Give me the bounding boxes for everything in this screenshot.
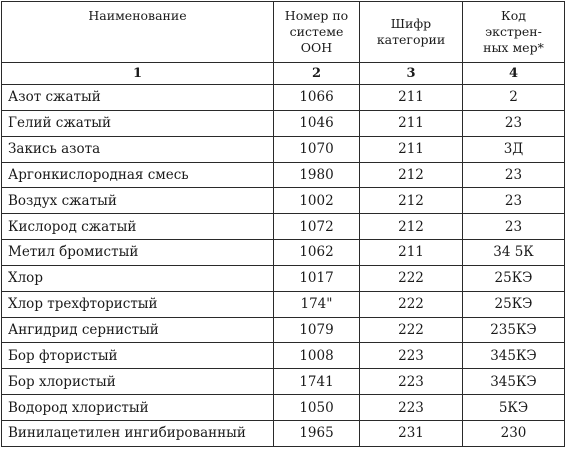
cell-emergency-code: 230 xyxy=(463,420,565,446)
table-row xyxy=(2,110,565,136)
cell-emergency-code: 23 xyxy=(463,188,565,214)
header-row xyxy=(2,2,565,63)
table-row xyxy=(2,265,565,291)
cell-un-number: 1066 xyxy=(274,85,360,111)
cell-un-number: 1008 xyxy=(274,343,360,369)
cell-category: 222 xyxy=(360,291,463,317)
cell-name: Бор хлористый xyxy=(2,369,274,395)
column-number: 1 xyxy=(2,63,274,85)
cell-emergency-code: 3Д xyxy=(463,136,565,162)
table-row xyxy=(2,85,565,111)
cell-un-number: 1050 xyxy=(274,395,360,421)
header-name: Наименование xyxy=(2,2,274,63)
cell-category: 211 xyxy=(360,85,463,111)
gas-classification-table xyxy=(1,1,565,447)
column-number: 2 xyxy=(274,63,360,85)
cell-un-number: 1072 xyxy=(274,214,360,240)
column-number-row xyxy=(2,63,565,85)
cell-name: Бор фтористый xyxy=(2,343,274,369)
cell-emergency-code: 25КЭ xyxy=(463,265,565,291)
cell-un-number: 1017 xyxy=(274,265,360,291)
cell-category: 222 xyxy=(360,317,463,343)
cell-category: 212 xyxy=(360,188,463,214)
table-row xyxy=(2,291,565,317)
cell-un-number: 1980 xyxy=(274,162,360,188)
cell-name: Кислород сжатый xyxy=(2,214,274,240)
cell-emergency-code: 345КЭ xyxy=(463,369,565,395)
column-number: 4 xyxy=(463,63,565,85)
cell-un-number: 1046 xyxy=(274,110,360,136)
table-row xyxy=(2,214,565,240)
table-row xyxy=(2,369,565,395)
cell-un-number: 1002 xyxy=(274,188,360,214)
header-un-number: Номер по системе ООН xyxy=(274,2,360,63)
cell-category: 212 xyxy=(360,214,463,240)
table-row xyxy=(2,162,565,188)
cell-category: 231 xyxy=(360,420,463,446)
cell-name: Закись азота xyxy=(2,136,274,162)
cell-un-number: 1062 xyxy=(274,240,360,266)
header-category: Шифр категории xyxy=(360,2,463,63)
cell-emergency-code: 2 xyxy=(463,85,565,111)
cell-emergency-code: 235КЭ xyxy=(463,317,565,343)
cell-category: 211 xyxy=(360,240,463,266)
cell-category: 212 xyxy=(360,162,463,188)
cell-un-number: 1070 xyxy=(274,136,360,162)
table-row xyxy=(2,188,565,214)
cell-emergency-code: 34 5К xyxy=(463,240,565,266)
cell-name: Гелий сжатый xyxy=(2,110,274,136)
cell-un-number: 1079 xyxy=(274,317,360,343)
cell-name: Аргонкислородная смесь xyxy=(2,162,274,188)
cell-un-number: 1965 xyxy=(274,420,360,446)
table-row xyxy=(2,343,565,369)
cell-category: 223 xyxy=(360,395,463,421)
cell-emergency-code: 23 xyxy=(463,214,565,240)
cell-category: 223 xyxy=(360,343,463,369)
cell-name: Хлор xyxy=(2,265,274,291)
table-row xyxy=(2,136,565,162)
cell-name: Водород хлористый xyxy=(2,395,274,421)
table-row xyxy=(2,420,565,446)
cell-category: 223 xyxy=(360,369,463,395)
cell-category: 211 xyxy=(360,110,463,136)
cell-category: 222 xyxy=(360,265,463,291)
column-number: 3 xyxy=(360,63,463,85)
cell-emergency-code: 23 xyxy=(463,162,565,188)
cell-name: Метил бромистый xyxy=(2,240,274,266)
cell-name: Хлор трехфтористый xyxy=(2,291,274,317)
cell-emergency-code: 25КЭ xyxy=(463,291,565,317)
cell-name: Азот сжатый xyxy=(2,85,274,111)
cell-name: Винилацетилен ингибированный xyxy=(2,420,274,446)
cell-name: Ангидрид сернистый xyxy=(2,317,274,343)
table-row xyxy=(2,240,565,266)
table-row xyxy=(2,317,565,343)
header-emergency-code: Код экстрен- ных мер* xyxy=(463,2,565,63)
cell-emergency-code: 345КЭ xyxy=(463,343,565,369)
table-row xyxy=(2,395,565,421)
cell-emergency-code: 5КЭ xyxy=(463,395,565,421)
cell-un-number: 174" xyxy=(274,291,360,317)
cell-un-number: 1741 xyxy=(274,369,360,395)
cell-emergency-code: 23 xyxy=(463,110,565,136)
cell-name: Воздух сжатый xyxy=(2,188,274,214)
cell-category: 211 xyxy=(360,136,463,162)
